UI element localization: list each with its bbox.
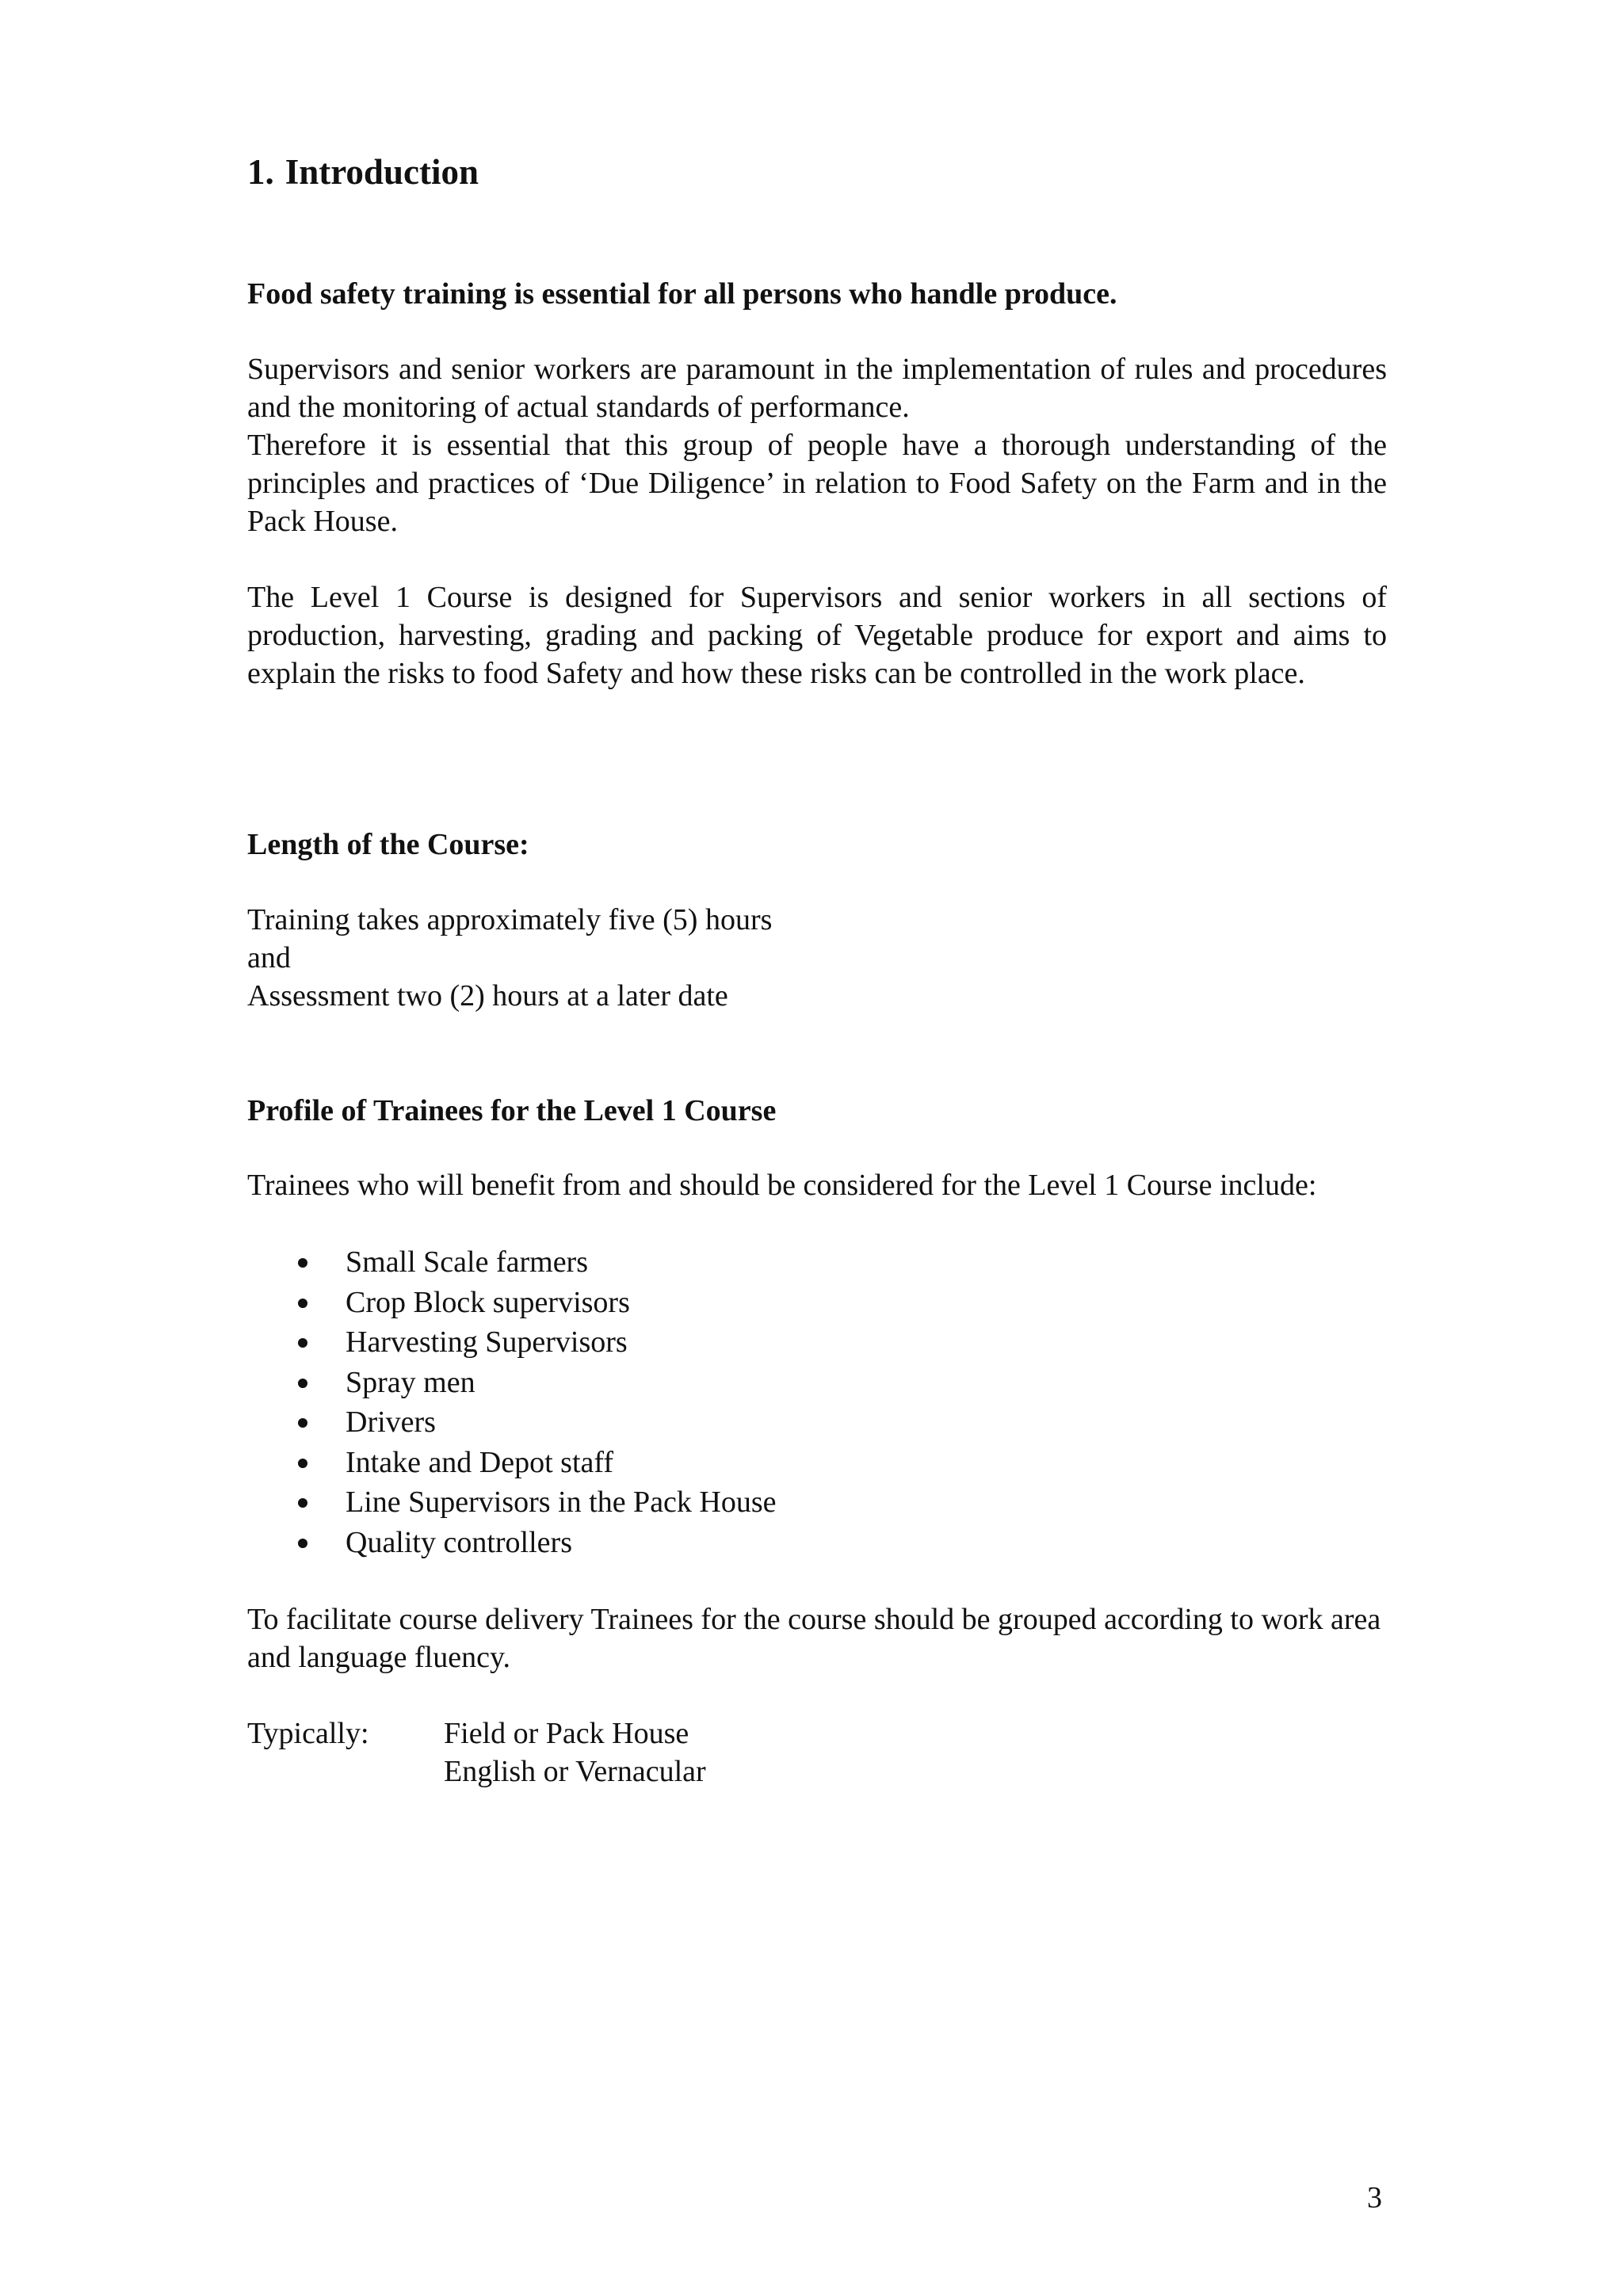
- list-item: Crop Block supervisors: [247, 1283, 1387, 1323]
- section-heading: [247, 151, 1387, 193]
- typically-block: [247, 1714, 1387, 1791]
- intro-paragraph-2: Therefore it is essential that this group of people have a thorough understanding of the principles and practices of ‘Due Diligence’ in relation to Food Safety on the Farm and in the Pack House.: [247, 429, 1387, 538]
- page-content: [247, 151, 1387, 1788]
- bullet-icon: [298, 1539, 307, 1548]
- length-details: [247, 901, 1387, 1015]
- page-number: 3: [1367, 2181, 1382, 2214]
- typically-label: Typically:: [247, 1717, 369, 1750]
- list-item: Spray men: [247, 1363, 1387, 1403]
- length-line-assessment: Assessment two (2) hours at a later date: [247, 979, 728, 1013]
- grouping-paragraph: To facilitate course delivery Trainees for the course should be grouped according to work area and language fluency.: [247, 1603, 1381, 1674]
- course-description-block: [247, 578, 1387, 692]
- list-item: Drivers: [247, 1402, 1387, 1443]
- section-number: 1.: [247, 152, 274, 192]
- intro-paragraph-1: Supervisors and senior workers are paramount in the implementation of rules and procedures and the monitoring of actual standards of performance.: [247, 353, 1387, 424]
- bullet-icon: [298, 1299, 307, 1308]
- bullet-icon: [298, 1459, 307, 1468]
- list-item: Quality controllers: [247, 1523, 1387, 1563]
- typically-value-2: English or Vernacular: [444, 1755, 706, 1788]
- length-line-training: Training takes approximately five (5) hours: [247, 903, 773, 936]
- typically-row-1: [247, 1714, 1387, 1753]
- length-line-and: and: [247, 941, 291, 974]
- lead-statement: Food safety training is essential for all persons who handle produce.: [247, 277, 1117, 311]
- profile-intro-block: [247, 1166, 1387, 1204]
- bullet-icon: [298, 1498, 307, 1508]
- trainee-list: [247, 1242, 1387, 1562]
- grouping-block: [247, 1600, 1387, 1676]
- profile-heading-block: [247, 1092, 1387, 1130]
- length-heading-block: [247, 826, 1387, 864]
- intro-paragraph-group: [247, 350, 1387, 540]
- list-item: Small Scale farmers: [247, 1242, 1387, 1283]
- trainee-list-block: [247, 1242, 1387, 1562]
- bullet-icon: [298, 1338, 307, 1348]
- list-item: Intake and Depot staff: [247, 1443, 1387, 1483]
- course-description-paragraph: The Level 1 Course is designed for Supervisors and senior workers in all sections of production, harvesting, grading and packing of Vegetable produce for export and aims to explain the risks to food Safety and how these risks can be controlled in the work place.: [247, 581, 1387, 690]
- profile-intro: Trainees who will benefit from and should be considered for the Level 1 Course include:: [247, 1169, 1317, 1202]
- bullet-icon: [298, 1379, 307, 1388]
- list-item: Harvesting Supervisors: [247, 1322, 1387, 1363]
- typically-row-2: [247, 1753, 1387, 1791]
- profile-heading: Profile of Trainees for the Level 1 Course: [247, 1094, 777, 1127]
- bullet-icon: [298, 1258, 307, 1268]
- list-item: Line Supervisors in the Pack House: [247, 1482, 1387, 1523]
- length-heading: Length of the Course:: [247, 828, 529, 861]
- bullet-icon: [298, 1418, 307, 1428]
- section-title: Introduction: [285, 152, 479, 192]
- typically-value-1: Field or Pack House: [444, 1717, 689, 1750]
